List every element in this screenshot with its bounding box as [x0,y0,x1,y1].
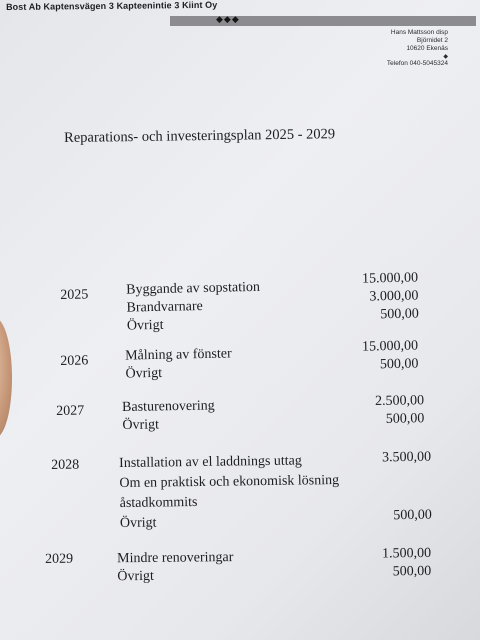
item-list [122,398,215,435]
amount-list [375,392,425,429]
year-section-2029 [45,545,431,589]
contact-line: Björnidet 2 [416,37,448,44]
list-item: Målning av fönster [125,346,232,364]
year-label: 2027 [56,403,85,419]
amount-value: 500,00 [385,411,425,427]
list-item: Installation av el laddnings uttag [119,453,302,472]
year-section-2028 [51,450,432,533]
diamond-icon: ◆ [443,54,448,60]
amount-value: 2.500,00 [374,393,425,409]
year-section-2025 [60,270,431,341]
item-list [117,549,234,586]
year-section-2027 [56,394,429,440]
amount-value: 15.000,00 [361,270,419,287]
list-item: Byggande av sopstation [126,279,261,298]
year-label: 2026 [60,353,89,369]
amount-value: 500,00 [392,563,432,580]
list-item: Övrigt [126,317,164,334]
list-item: Övrigt [119,515,157,532]
list-item: Mindre renoveringar [117,550,234,567]
year-label: 2025 [60,287,89,303]
finger-shadow [0,318,12,438]
contact-line: Hans Mattsson disp [390,29,448,36]
amount-value: 500,00 [380,306,419,323]
list-item: Övrigt [117,568,154,585]
year-section-2026 [60,338,423,389]
year-label: 2028 [51,457,80,473]
amount-value: 500,00 [393,507,432,524]
contact-block [391,29,448,61]
list-item: Brandvarnare [126,299,203,316]
amount-value: 15.000,00 [361,338,419,355]
amount-list [362,338,419,375]
amount-value [382,468,431,489]
amount-list [362,270,419,325]
amount-value: 3.500,00 [381,449,432,466]
contact-line: 10620 Ekenäs [406,45,448,52]
amount-list [382,545,431,582]
amount-value: 500,00 [379,356,419,373]
item-list [125,345,232,383]
amount-value: 3.000,00 [369,288,419,305]
amount-list [382,448,432,527]
item-list [119,451,340,534]
diamond-ornament-icon: ◆◆◆ [216,15,240,25]
list-item: åstadkommits [119,494,198,512]
item-list [126,279,261,336]
list-item: Övrigt [122,417,160,433]
amount-value: 1.500,00 [381,545,432,562]
company-name: Bost Ab Kaptensvägen 3 Kapteenintie 3 Kiint Oy [6,0,218,12]
list-item: Basturenovering [122,398,215,415]
list-item: Övrigt [125,365,163,382]
year-label: 2029 [45,551,74,567]
list-item: Om en praktisk och ekonomisk lösning [119,472,340,492]
page-title: Reparations- och investeringsplan 2025 - 2029 [64,126,336,146]
phone-number: Telefon 040-5045324 [386,60,448,67]
